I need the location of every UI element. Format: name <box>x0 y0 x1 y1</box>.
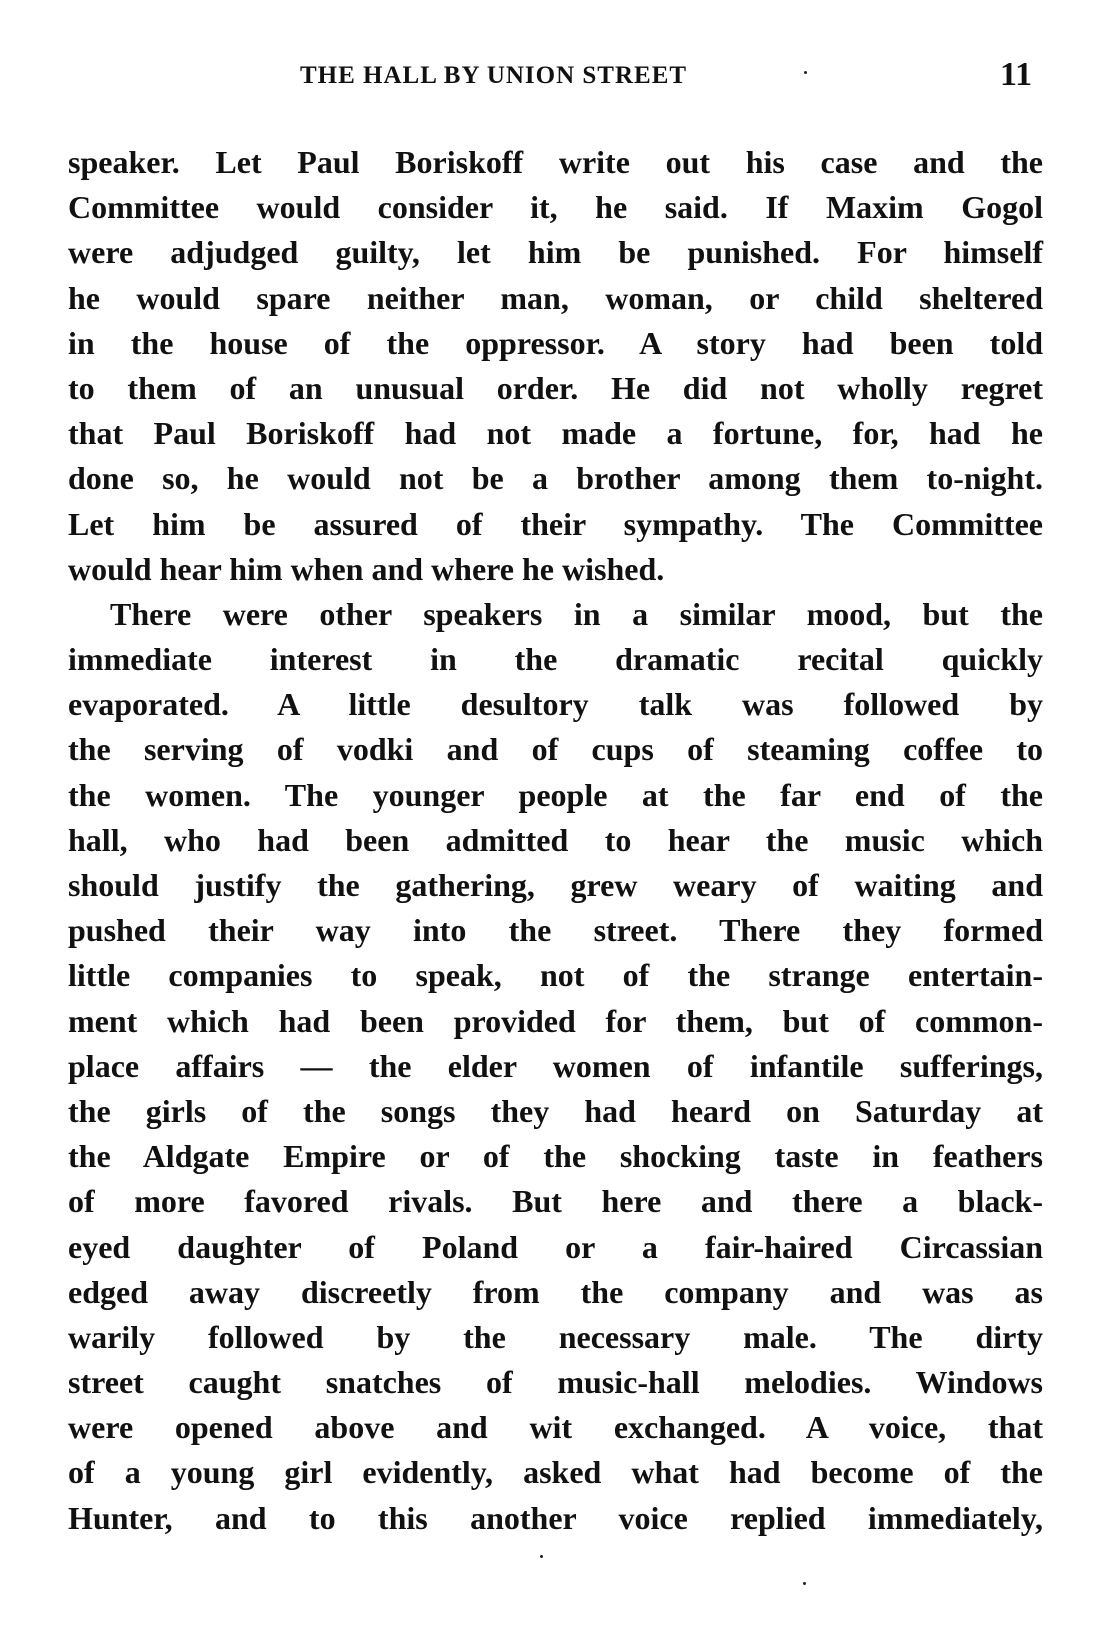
text-line: Hunter, and to this another voice replied immediately, <box>68 1499 1043 1536</box>
text-line: edged away discreetly from the company and was as <box>68 1273 1043 1310</box>
text-line: in the house of the oppressor. A story had been told <box>68 324 1043 361</box>
running-title: THE HALL BY UNION STREET <box>300 62 688 89</box>
text-line: of a young girl evidently, asked what had become of the <box>68 1454 1043 1491</box>
text-line: were opened above and wit exchanged. A voice, that <box>68 1409 1043 1446</box>
text-line: eyed daughter of Poland or a fair-haired Circassian <box>68 1228 1043 1265</box>
text-line: Let him be assured of their sympathy. The Committee <box>68 505 1043 542</box>
text-line: were adjudged guilty, let him be punished. For himself <box>68 234 1043 271</box>
text-line: evaporated. A little desultory talk was followed by <box>68 686 1043 723</box>
text-line: ment which had been provided for them, but of common- <box>68 1002 1043 1039</box>
paragraph-2 <box>68 592 1043 1541</box>
text-line: done so, he would not be a brother among them to-night. <box>68 460 1043 497</box>
body-text <box>68 140 1043 1541</box>
text-line: of more favored rivals. But here and there a black- <box>68 1183 1043 1220</box>
text-line: immediate interest in the dramatic recital quickly <box>68 641 1043 678</box>
text-line: pushed their way into the street. There they formed <box>68 912 1043 949</box>
text-line: little companies to speak, not of the strange entertain- <box>68 957 1043 994</box>
print-speck <box>804 71 807 74</box>
paragraph-1 <box>68 140 1043 592</box>
print-speck <box>540 1555 543 1558</box>
text-line: warily followed by the necessary male. The dirty <box>68 1318 1043 1355</box>
text-line: street caught snatches of music-hall melodies. Windows <box>68 1364 1043 1401</box>
text-line: that Paul Boriskoff had not made a fortune, for, had he <box>68 415 1043 452</box>
text-line: the Aldgate Empire or of the shocking taste in feathers <box>68 1138 1043 1175</box>
text-line: place affairs — the elder women of infantile sufferings, <box>68 1047 1043 1084</box>
text-line: would hear him when and where he wished. <box>68 550 665 587</box>
text-line: Committee would consider it, he said. If Maxim Gogol <box>68 189 1043 226</box>
print-speck <box>803 1582 806 1585</box>
text-line: There were other speakers in a similar mood, but the <box>110 595 1043 632</box>
text-line: hall, who had been admitted to hear the music which <box>68 821 1043 858</box>
text-line: should justify the gathering, grew weary of waiting and <box>68 867 1043 903</box>
text-line: the serving of vodki and of cups of steaming coffee to <box>68 731 1043 768</box>
text-line: he would spare neither man, woman, or child sheltered <box>68 279 1043 316</box>
text-line: to them of an unusual order. He did not wholly regret <box>68 369 1043 406</box>
text-line: speaker. Let Paul Boriskoff write out his case and the <box>68 144 1043 180</box>
page-number: 11 <box>1000 56 1033 93</box>
text-line: the women. The younger people at the far end of the <box>68 776 1043 813</box>
text-line: the girls of the songs they had heard on Saturday at <box>68 1092 1043 1129</box>
